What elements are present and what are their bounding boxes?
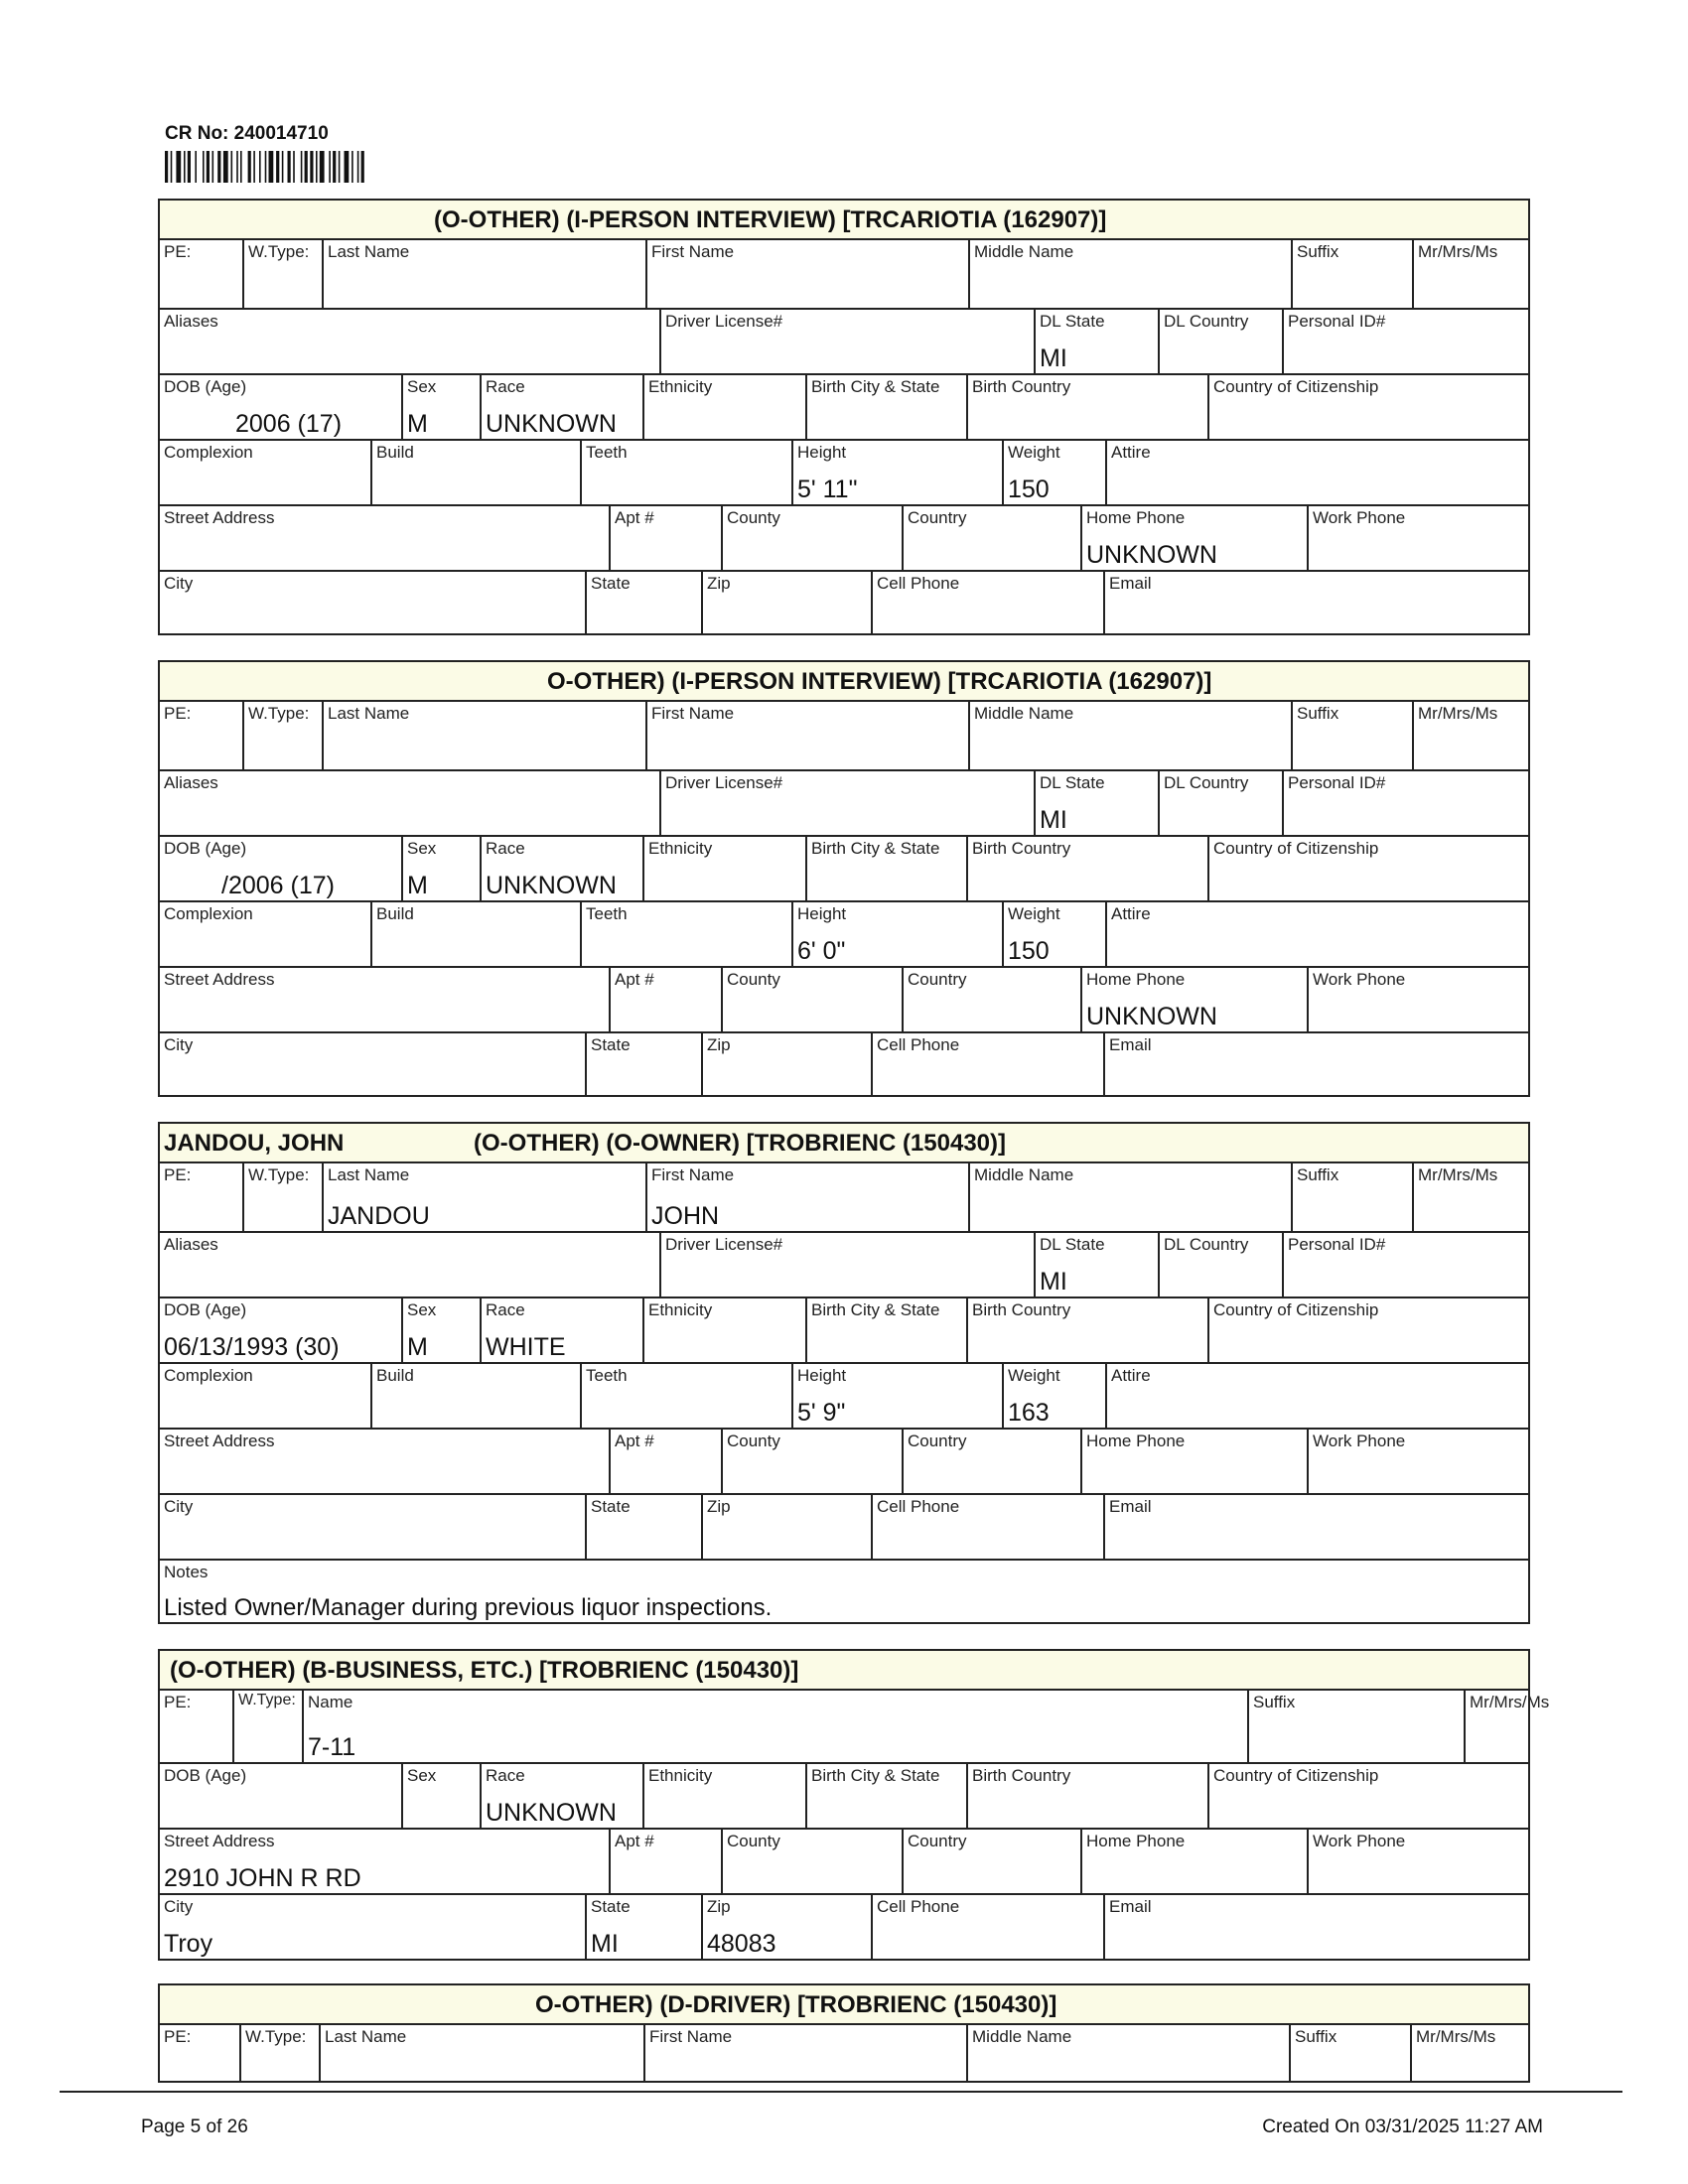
- cell-phone-label: Cell Phone: [877, 1897, 960, 1916]
- dob-label: DOB (Age): [164, 1766, 247, 1785]
- birth-country-label: Birth Country: [972, 1766, 1071, 1785]
- city-value: Troy: [164, 1930, 213, 1958]
- name-row: [160, 1163, 1528, 1233]
- first-name-label: First Name: [651, 704, 735, 723]
- address-row: [160, 1830, 1528, 1895]
- state-label: State: [591, 1897, 631, 1916]
- street-label: Street Address: [164, 1432, 275, 1450]
- name-row: [160, 1691, 1550, 1764]
- county-label: County: [727, 1832, 780, 1850]
- apt-label: Apt #: [615, 970, 654, 989]
- mr-mrs-ms-label: Mr/Mrs/Ms: [1418, 1165, 1498, 1184]
- personal-id-label: Personal ID#: [1288, 312, 1386, 331]
- city-row: [160, 1895, 1528, 1959]
- aliases-label: Aliases: [164, 773, 218, 792]
- zip-value: 48083: [707, 1930, 776, 1958]
- address-row: [160, 1430, 1528, 1495]
- build-label: Build: [376, 1366, 414, 1385]
- aliases-label: Aliases: [164, 312, 218, 331]
- section-header: [160, 201, 1528, 240]
- section-header-text: (O-OTHER) (I-PERSON INTERVIEW) [TRCARIOTIA (162907)]: [434, 206, 1107, 233]
- footer-divider: [60, 2091, 1622, 2093]
- suffix-label: Suffix: [1295, 2027, 1337, 2046]
- state-label: State: [591, 1497, 631, 1516]
- name-row: [160, 240, 1528, 310]
- citizenship-label: Country of Citizenship: [1213, 1766, 1379, 1785]
- sex-label: Sex: [407, 377, 437, 396]
- birth-country-label: Birth Country: [972, 1300, 1071, 1319]
- last-name-label: Last Name: [325, 2027, 407, 2046]
- zip-label: Zip: [707, 1035, 731, 1054]
- middle-name-label: Middle Name: [974, 704, 1074, 723]
- home-phone-label: Home Phone: [1086, 1432, 1186, 1450]
- page-number: Page 5 of 26: [141, 2116, 248, 2137]
- wtype-label: W.Type:: [248, 1165, 310, 1184]
- pe-label: PE:: [164, 1165, 192, 1184]
- state-label: State: [591, 574, 631, 593]
- first-name-label: First Name: [651, 1165, 735, 1184]
- race-value: UNKNOWN: [486, 872, 617, 899]
- city-label: City: [164, 1035, 194, 1054]
- height-label: Height: [797, 1366, 847, 1385]
- ethnicity-label: Ethnicity: [648, 1300, 713, 1319]
- section-header-text: (O-OTHER) (O-OWNER) [TROBRIENC (150430)]: [474, 1130, 1007, 1157]
- middle-name-label: Middle Name: [974, 1165, 1074, 1184]
- dl-state-value: MI: [1040, 344, 1067, 372]
- street-label: Street Address: [164, 1832, 275, 1850]
- city-row: [160, 1495, 1528, 1561]
- sex-value: M: [407, 1333, 428, 1361]
- first-name-label: First Name: [649, 2027, 733, 2046]
- section-header-text: (O-OTHER) (B-BUSINESS, ETC.) [TROBRIENC (150430)]: [170, 1657, 799, 1684]
- middle-name-label: Middle Name: [972, 2027, 1072, 2046]
- citizenship-label: Country of Citizenship: [1213, 1300, 1379, 1319]
- race-label: Race: [486, 1766, 525, 1785]
- home-phone-label: Home Phone: [1086, 1832, 1186, 1850]
- apt-label: Apt #: [615, 1432, 654, 1450]
- work-phone-label: Work Phone: [1313, 508, 1406, 527]
- dob-value: 2006 (17): [235, 410, 343, 438]
- last-name-label: Last Name: [328, 1165, 410, 1184]
- dob-value: 06/13/1993 (30): [164, 1333, 340, 1361]
- email-label: Email: [1109, 1035, 1152, 1054]
- sex-label: Sex: [407, 839, 437, 858]
- weight-value: 150: [1008, 937, 1050, 965]
- section-header: [160, 1651, 1528, 1691]
- zip-label: Zip: [707, 1497, 731, 1516]
- citizenship-label: Country of Citizenship: [1213, 377, 1379, 396]
- barcode-image: [165, 151, 429, 183]
- work-phone-label: Work Phone: [1313, 970, 1406, 989]
- email-label: Email: [1109, 1497, 1152, 1516]
- city-label: City: [164, 1897, 194, 1916]
- height-value: 5' 9": [797, 1399, 846, 1427]
- dl-state-value: MI: [1040, 806, 1067, 834]
- build-label: Build: [376, 904, 414, 923]
- cell-phone-label: Cell Phone: [877, 574, 960, 593]
- name-row: [160, 702, 1528, 771]
- birth-city-label: Birth City & State: [811, 839, 940, 858]
- mr-mrs-ms-label: Mr/Mrs/Ms: [1416, 2027, 1496, 2046]
- notes-value: Listed Owner/Manager during previous liquor inspections.: [164, 1594, 773, 1621]
- pe-label: PE:: [164, 242, 192, 261]
- section-header: [160, 1124, 1528, 1163]
- dl-country-label: DL Country: [1164, 773, 1249, 792]
- weight-label: Weight: [1008, 1366, 1060, 1385]
- apt-label: Apt #: [615, 1832, 654, 1850]
- first-name-label: First Name: [651, 242, 735, 261]
- ethnicity-label: Ethnicity: [648, 377, 713, 396]
- race-label: Race: [486, 377, 525, 396]
- wtype-label: W.Type:: [248, 704, 310, 723]
- mr-mrs-ms-label: Mr/Mrs/Ms: [1418, 242, 1498, 261]
- notes-label: Notes: [164, 1563, 209, 1581]
- mr-mrs-ms-label: Mr/Mrs/Ms: [1418, 704, 1498, 723]
- attire-label: Attire: [1111, 1366, 1151, 1385]
- height-value: 5' 11": [797, 476, 858, 503]
- height-value: 6' 0": [797, 937, 846, 965]
- personal-id-label: Personal ID#: [1288, 1235, 1386, 1254]
- dl-state-label: DL State: [1040, 773, 1105, 792]
- cell-phone-label: Cell Phone: [877, 1035, 960, 1054]
- race-label: Race: [486, 1300, 525, 1319]
- last-name-label: Last Name: [328, 704, 410, 723]
- ethnicity-label: Ethnicity: [648, 1766, 713, 1785]
- license-row: [160, 1233, 1528, 1298]
- sex-value: M: [407, 410, 428, 438]
- street-value: 2910 JOHN R RD: [164, 1864, 361, 1892]
- dl-state-label: DL State: [1040, 1235, 1105, 1254]
- race-label: Race: [486, 839, 525, 858]
- work-phone-label: Work Phone: [1313, 1832, 1406, 1850]
- race-value: WHITE: [486, 1333, 566, 1361]
- home-phone-value: UNKNOWN: [1086, 1003, 1217, 1030]
- business-section: [158, 1649, 1550, 1961]
- wtype-label: W.Type:: [238, 1692, 296, 1708]
- race-value: UNKNOWN: [486, 1799, 617, 1827]
- sex-value: M: [407, 872, 428, 899]
- zip-label: Zip: [707, 1897, 731, 1916]
- country-label: Country: [908, 1832, 967, 1850]
- home-phone-label: Home Phone: [1086, 970, 1186, 989]
- last-name-value: JANDOU: [328, 1202, 430, 1230]
- county-label: County: [727, 508, 780, 527]
- state-label: State: [591, 1035, 631, 1054]
- name-label: Name: [308, 1693, 353, 1711]
- suffix-label: Suffix: [1297, 242, 1339, 261]
- name-value: 7-11: [308, 1733, 356, 1761]
- height-label: Height: [797, 904, 847, 923]
- street-label: Street Address: [164, 970, 275, 989]
- birth-city-label: Birth City & State: [811, 377, 940, 396]
- teeth-label: Teeth: [586, 1366, 628, 1385]
- address-row: [160, 968, 1528, 1033]
- country-label: Country: [908, 1432, 967, 1450]
- notes-row: [160, 1561, 1528, 1622]
- cell-phone-label: Cell Phone: [877, 1497, 960, 1516]
- weight-label: Weight: [1008, 443, 1060, 462]
- city-label: City: [164, 1497, 194, 1516]
- zip-label: Zip: [707, 574, 731, 593]
- person-section-3: [158, 1122, 1530, 1624]
- work-phone-label: Work Phone: [1313, 1432, 1406, 1450]
- race-value: UNKNOWN: [486, 410, 617, 438]
- ethnicity-label: Ethnicity: [648, 839, 713, 858]
- pe-label: PE:: [164, 1693, 192, 1711]
- driver-license-label: Driver License#: [665, 773, 783, 792]
- driver-license-label: Driver License#: [665, 312, 783, 331]
- dl-country-label: DL Country: [1164, 312, 1249, 331]
- birth-country-label: Birth Country: [972, 839, 1071, 858]
- suffix-label: Suffix: [1297, 704, 1339, 723]
- personal-id-label: Personal ID#: [1288, 773, 1386, 792]
- dob-label: DOB (Age): [164, 377, 247, 396]
- name-row: [160, 2025, 1528, 2081]
- dob-row: [160, 1764, 1528, 1830]
- apt-label: Apt #: [615, 508, 654, 527]
- physical-row: [160, 1364, 1528, 1430]
- person-section-2: [158, 660, 1530, 1097]
- state-value: MI: [591, 1930, 619, 1958]
- county-label: County: [727, 970, 780, 989]
- teeth-label: Teeth: [586, 443, 628, 462]
- created-timestamp: Created On 03/31/2025 11:27 AM: [1262, 2116, 1543, 2137]
- pe-label: PE:: [164, 704, 192, 723]
- person-section-1: [158, 199, 1530, 635]
- height-label: Height: [797, 443, 847, 462]
- driver-section: [158, 1983, 1530, 2083]
- dob-value: /2006 (17): [221, 872, 335, 899]
- address-row: [160, 506, 1528, 572]
- city-row: [160, 572, 1528, 633]
- section-header: [160, 662, 1528, 702]
- dl-state-label: DL State: [1040, 312, 1105, 331]
- dob-row: [160, 837, 1528, 902]
- email-label: Email: [1109, 1897, 1152, 1916]
- birth-country-label: Birth Country: [972, 377, 1071, 396]
- dob-row: [160, 1298, 1528, 1364]
- street-label: Street Address: [164, 508, 275, 527]
- teeth-label: Teeth: [586, 904, 628, 923]
- physical-row: [160, 902, 1528, 968]
- suffix-label: Suffix: [1297, 1165, 1339, 1184]
- aliases-label: Aliases: [164, 1235, 218, 1254]
- weight-value: 163: [1008, 1399, 1050, 1427]
- dl-state-value: MI: [1040, 1268, 1067, 1296]
- home-phone-label: Home Phone: [1086, 508, 1186, 527]
- last-name-label: Last Name: [328, 242, 410, 261]
- country-label: Country: [908, 970, 967, 989]
- home-phone-value: UNKNOWN: [1086, 541, 1217, 569]
- pe-label: PE:: [164, 2027, 192, 2046]
- dob-row: [160, 375, 1528, 441]
- dob-label: DOB (Age): [164, 1300, 247, 1319]
- mr-mrs-ms-label: Mr/Mrs/Ms: [1470, 1693, 1550, 1711]
- license-row: [160, 310, 1528, 375]
- complexion-label: Complexion: [164, 904, 253, 923]
- sex-label: Sex: [407, 1766, 437, 1785]
- section-header-name: JANDOU, JOHN: [164, 1130, 345, 1157]
- license-row: [160, 771, 1528, 837]
- first-name-value: JOHN: [651, 1202, 720, 1230]
- cr-number: CR No: 240014710: [165, 123, 329, 144]
- suffix-label: Suffix: [1253, 1693, 1296, 1711]
- physical-row: [160, 441, 1528, 506]
- county-label: County: [727, 1432, 780, 1450]
- dob-label: DOB (Age): [164, 839, 247, 858]
- email-label: Email: [1109, 574, 1152, 593]
- citizenship-label: Country of Citizenship: [1213, 839, 1379, 858]
- section-header-text: O-OTHER) (I-PERSON INTERVIEW) [TRCARIOTIA (162907)]: [547, 668, 1212, 695]
- birth-city-label: Birth City & State: [811, 1300, 940, 1319]
- driver-license-label: Driver License#: [665, 1235, 783, 1254]
- country-label: Country: [908, 508, 967, 527]
- wtype-label: W.Type:: [245, 2027, 307, 2046]
- city-row: [160, 1033, 1528, 1095]
- weight-label: Weight: [1008, 904, 1060, 923]
- section-header-text: O-OTHER) (D-DRIVER) [TROBRIENC (150430)]: [535, 1991, 1057, 2018]
- city-label: City: [164, 574, 194, 593]
- weight-value: 150: [1008, 476, 1050, 503]
- birth-city-label: Birth City & State: [811, 1766, 940, 1785]
- dl-country-label: DL Country: [1164, 1235, 1249, 1254]
- sex-label: Sex: [407, 1300, 437, 1319]
- attire-label: Attire: [1111, 443, 1151, 462]
- middle-name-label: Middle Name: [974, 242, 1074, 261]
- attire-label: Attire: [1111, 904, 1151, 923]
- build-label: Build: [376, 443, 414, 462]
- section-header: [160, 1985, 1528, 2025]
- complexion-label: Complexion: [164, 443, 253, 462]
- wtype-label: W.Type:: [248, 242, 310, 261]
- complexion-label: Complexion: [164, 1366, 253, 1385]
